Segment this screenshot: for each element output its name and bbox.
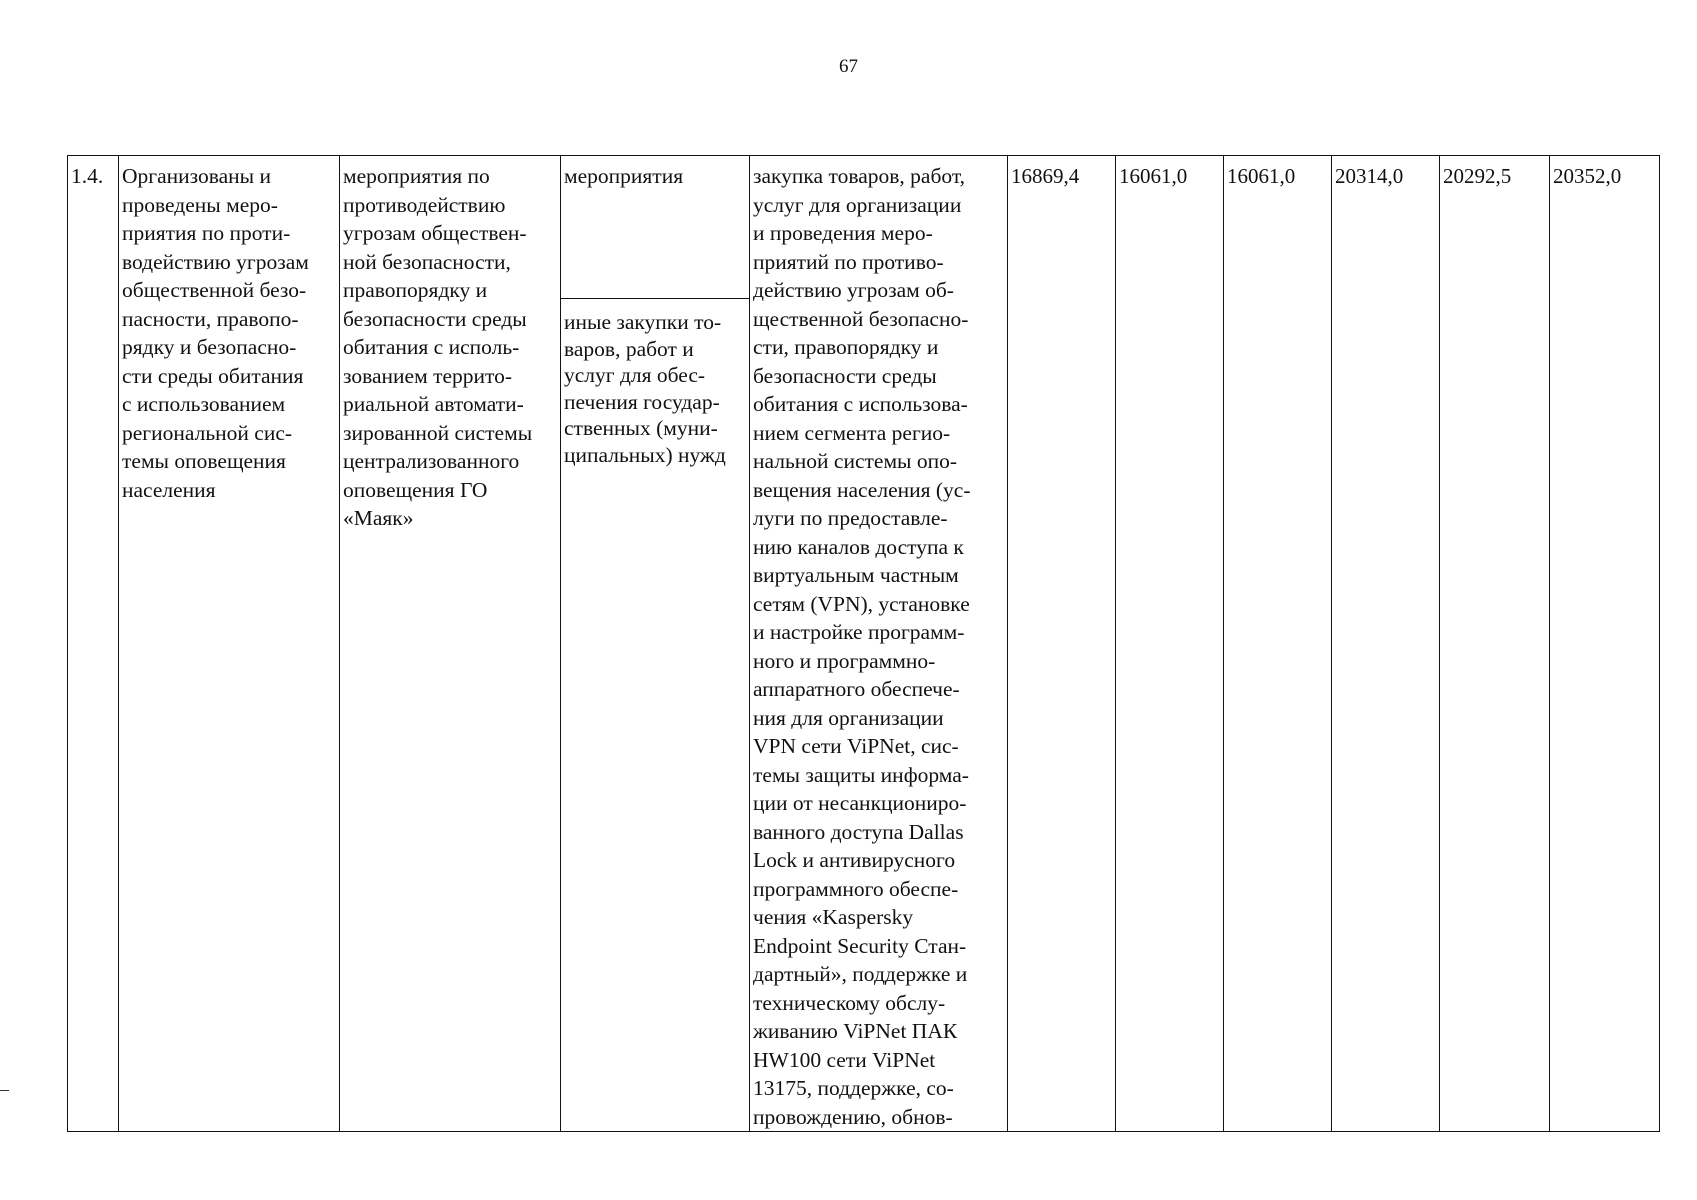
expense-type-top-cell: мероприятия bbox=[561, 156, 750, 299]
value-cell: 16061,0 bbox=[1224, 156, 1332, 1132]
margin-mark bbox=[0, 1090, 9, 1091]
expense-type-bottom-cell: иные закупки то- варов, работ и услуг для обес- печения государ- ственных (муни- ципальных) нужд bbox=[561, 299, 750, 1132]
page-number: 67 bbox=[839, 56, 858, 77]
budget-table bbox=[67, 155, 1660, 1132]
value-cell: 20352,0 bbox=[1550, 156, 1660, 1132]
value-cell: 16869,4 bbox=[1008, 156, 1116, 1132]
value-cell: 20292,5 bbox=[1440, 156, 1550, 1132]
value-cell: 20314,0 bbox=[1332, 156, 1440, 1132]
description-cell: закупка товаров, работ, услуг для организации и проведения меро- приятий по противо- действию угрозам об- щественной безопасно- сти, правопорядку и безопасности среды обитания с использова- нием сегмента регио- нальной системы опо- вещения населения (ус- луги по предоставле- нию каналов доступа к виртуальным частным сетям (VPN), установке и настройке программ- ного и программно- аппаратного обеспече- ния для организации VPN сети ViPNet, сис- темы защиты информа- ции от несанкциониро- ванного доступа Dallas Lock и антивирусного программного обеспе- чения «Kaspersky Endpoint Security Стан- дартный», поддержке и техническому обслу- живанию ViPNet ПАК HW100 сети ViPNet 13175, поддержке, со- провождению, обнов- bbox=[750, 156, 1008, 1132]
row-number-cell: 1.4. bbox=[68, 156, 119, 1132]
value-cell: 16061,0 bbox=[1116, 156, 1224, 1132]
activity-cell: мероприятия по противодействию угрозам обществен- ной безопасности, правопорядку и безопасности среды обитания с исполь- зованием террито- риальной автомати- зированной системы централизованного оповещения ГО «Маяк» bbox=[340, 156, 561, 1132]
table-row bbox=[68, 156, 1660, 299]
result-cell: Организованы и проведены меро- приятия по проти- водействию угрозам общественной безо- пасности, правопо- рядку и безопасно- сти среды обитания с использованием региональной сис- темы оповещения населения bbox=[119, 156, 340, 1132]
